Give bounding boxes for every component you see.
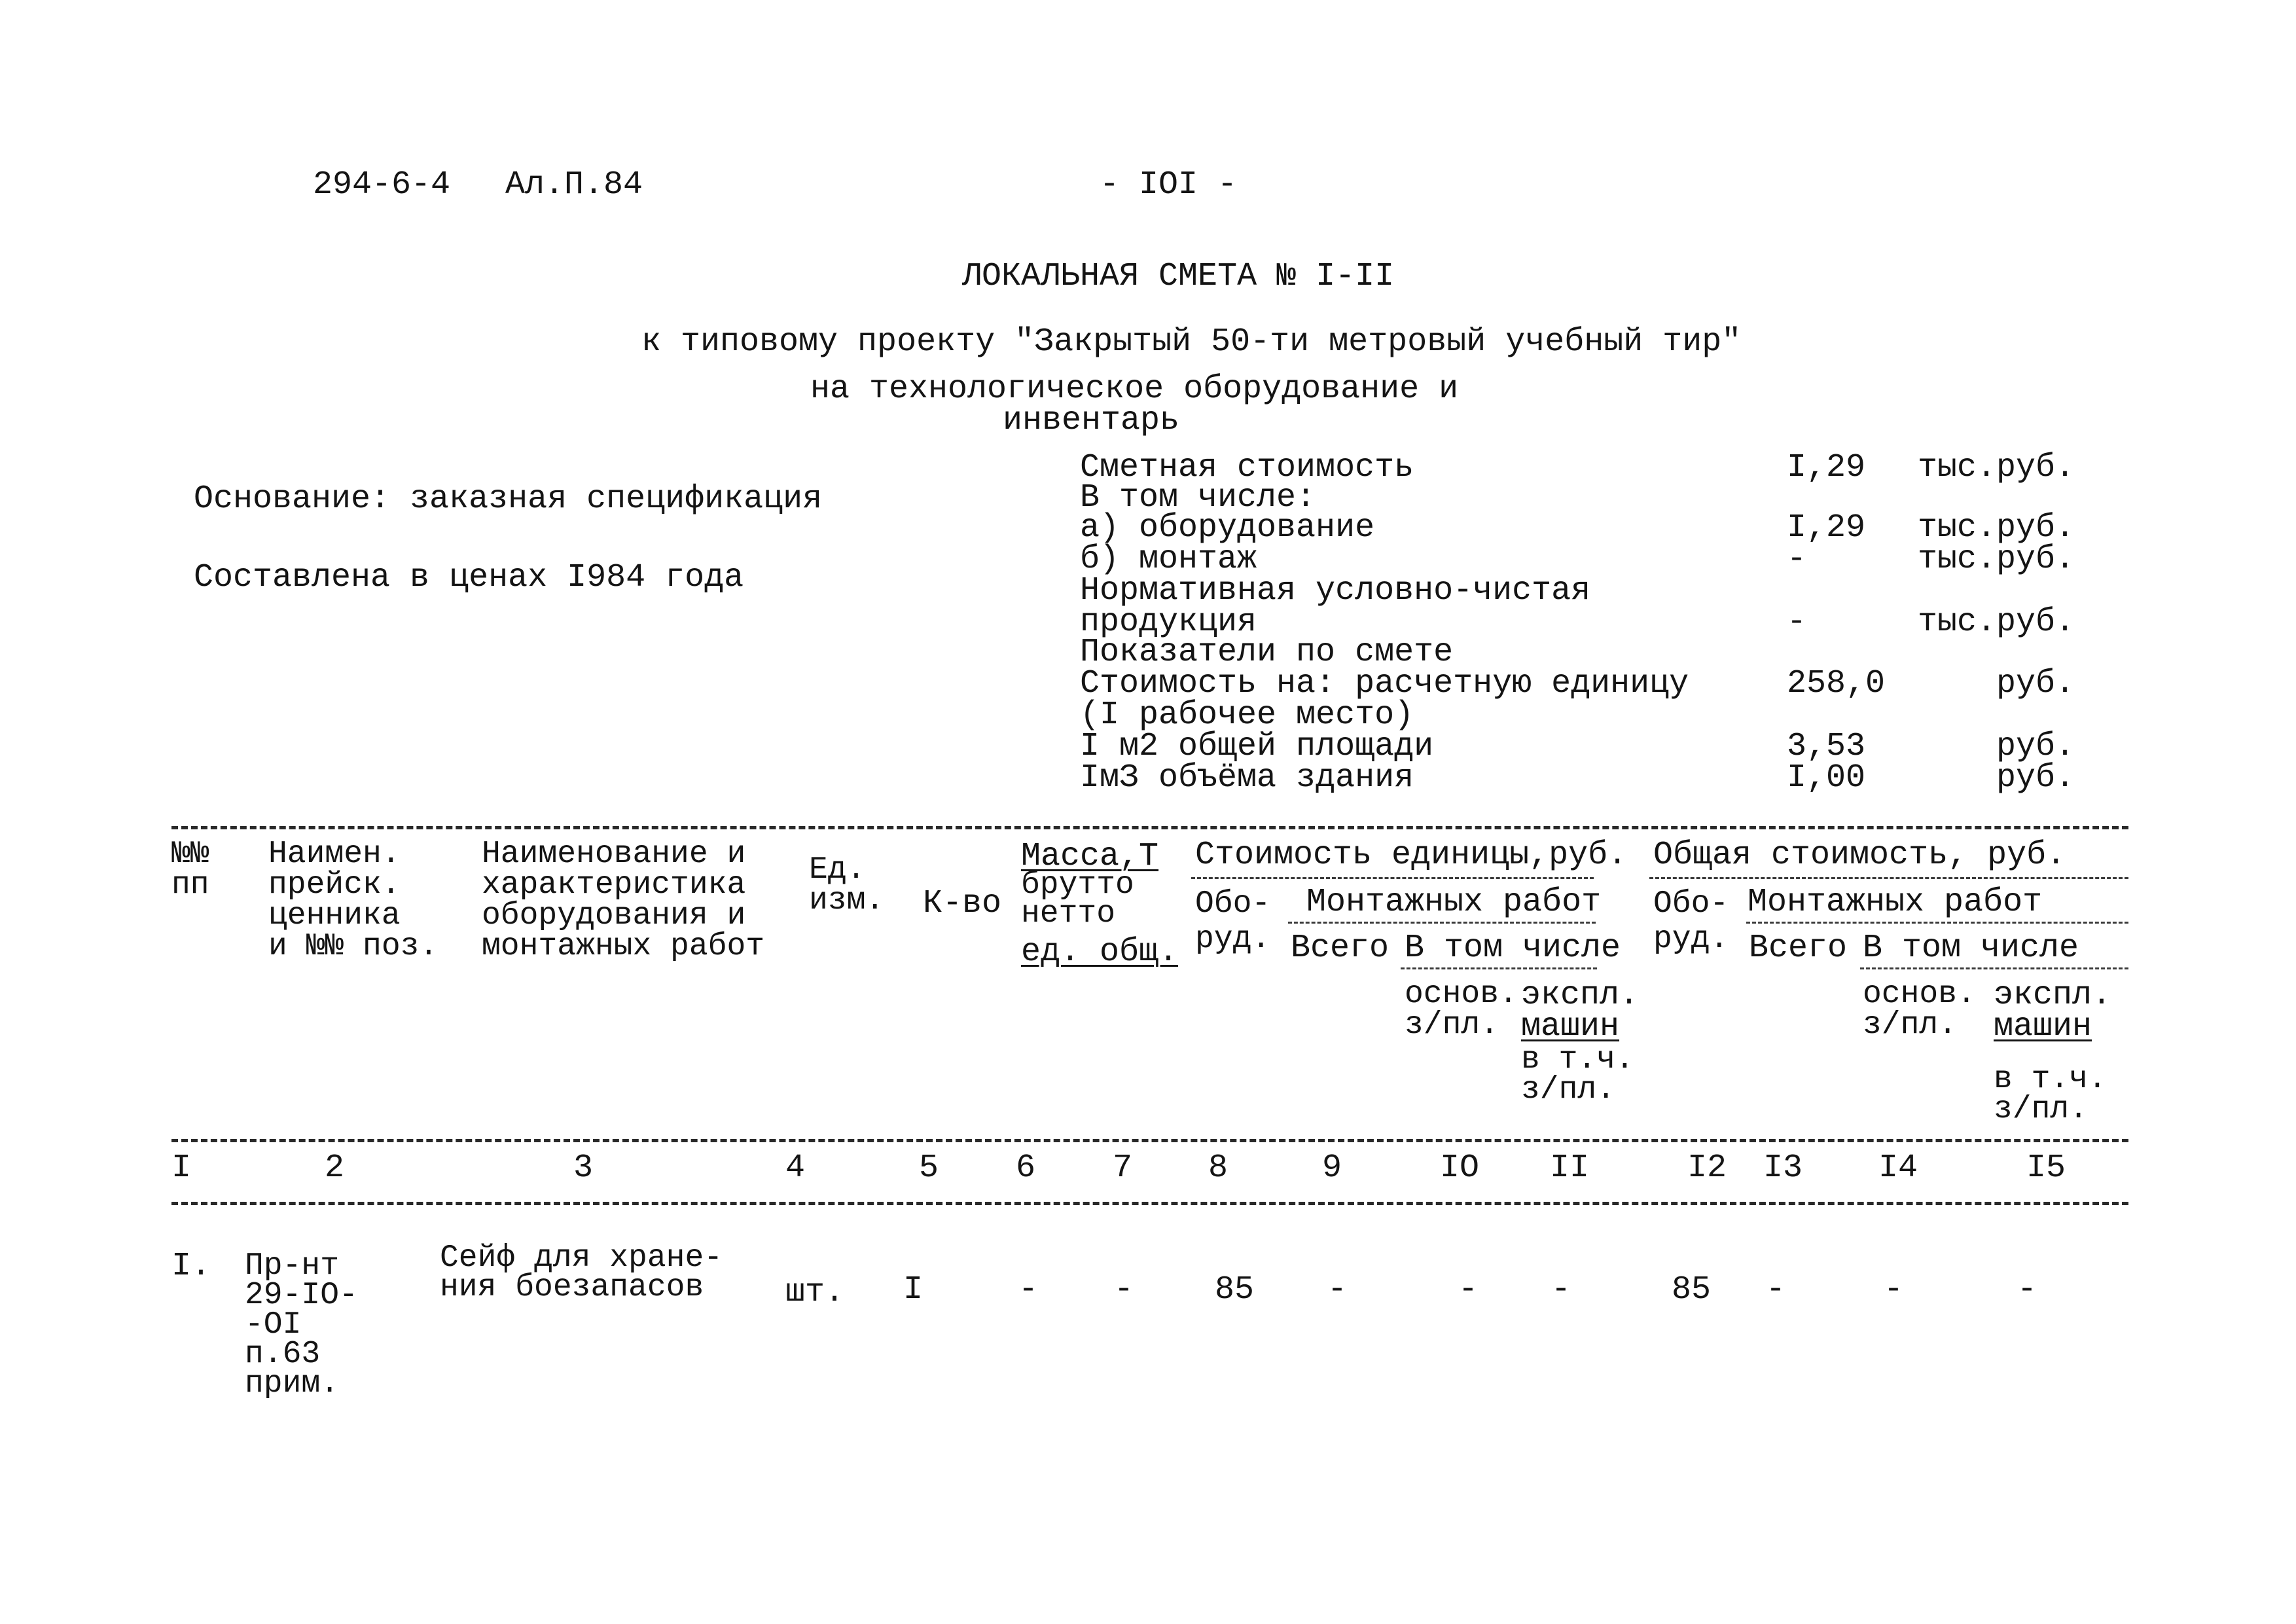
album-ref: Ал.П.84 — [505, 166, 643, 204]
install-underline-2 — [1746, 922, 2128, 924]
summary-label: Нормативная условно-чистая — [1080, 572, 1591, 609]
summary-label: продукция — [1080, 604, 1257, 641]
header-total-incl: В том числе — [1863, 929, 2079, 967]
column-number: 3 — [573, 1149, 594, 1187]
summary-value: - — [1787, 604, 1807, 641]
header-bottom-rule — [171, 1139, 2128, 1142]
header-unit-equip: Обо- руд. — [1195, 886, 1271, 957]
row-equip-unit-cost: 85 — [1215, 1271, 1255, 1308]
column-number: I4 — [1878, 1149, 1918, 1187]
page-number: - IOI - — [1100, 166, 1238, 204]
summary-unit: тыс.руб. — [1917, 449, 2075, 486]
row-equip-total: 85 — [1672, 1271, 1712, 1308]
summary-label: I м2 общей площади — [1080, 728, 1434, 765]
header-col-name: Наименование и характеристика оборудования и монтажных работ — [482, 837, 765, 964]
header-mass-units: ед. общ. — [1021, 933, 1179, 971]
header-unit-mach: экспл. — [1521, 977, 1640, 1014]
unit-cost-underline — [1191, 877, 1594, 879]
basis-foundation: Основание: заказная спецификация — [194, 480, 823, 518]
header-total-total: Всего — [1749, 929, 1848, 967]
summary-label: IмЗ объёма здания — [1080, 759, 1414, 797]
header-mass-sub: брутто нетто — [1021, 867, 1134, 931]
basis-prices: Составлена в ценах I984 года — [194, 559, 744, 596]
row-machines-total: - — [2017, 1271, 2037, 1308]
summary-label: Сметная стоимость — [1080, 449, 1414, 486]
header-total-equip: Обо- руд. — [1653, 886, 1729, 957]
row-number: I. — [171, 1248, 211, 1285]
summary-unit: тыс.руб. — [1917, 604, 2075, 641]
row-install-total: - — [1327, 1271, 1348, 1308]
header-total-mach-2: машин — [1994, 1008, 2092, 1045]
summary-label: (I рабочее место) — [1080, 696, 1414, 734]
summary-value: I,29 — [1787, 509, 1866, 547]
header-unit-mach-wage: в т.ч. з/пл. — [1521, 1042, 1634, 1108]
header-total-install: Монтажных работ — [1748, 884, 2043, 921]
install-underline-1 — [1288, 922, 1596, 924]
summary-unit: тыс.руб. — [1917, 541, 2075, 578]
column-number: 6 — [1016, 1149, 1036, 1187]
column-number: I2 — [1687, 1149, 1727, 1187]
header-mass-group: Масса,Т — [1021, 838, 1159, 875]
header-unit-basic-wage: основ. з/пл. — [1405, 977, 1518, 1043]
header-total-cost-group: Общая стоимость, руб. — [1653, 837, 2066, 874]
column-number: 4 — [785, 1149, 806, 1187]
header-unit-incl: В том числе — [1405, 929, 1621, 967]
column-number: 5 — [919, 1149, 939, 1187]
row-wage-total: - — [1884, 1271, 1904, 1308]
column-numbers-rule — [171, 1202, 2128, 1205]
row-qty: I — [903, 1271, 924, 1308]
row-install-wage: - — [1458, 1271, 1479, 1308]
summary-label: а) оборудование — [1080, 509, 1375, 547]
summary-unit: руб. — [1996, 665, 2075, 702]
summary-label: Стоимость на: расчетную единицу — [1080, 665, 1689, 702]
doc-code: 294-6-4 — [313, 166, 451, 204]
row-install-machines: - — [1551, 1271, 1571, 1308]
header-col-unit: Ед. изм. — [809, 852, 885, 918]
purpose-line-2: инвентарь — [1003, 402, 1180, 439]
table-top-rule — [171, 826, 2128, 829]
header-col-qty: К-во — [923, 885, 1002, 922]
summary-value: I,29 — [1787, 449, 1866, 486]
incl-underline-1 — [1401, 967, 1597, 969]
column-number: 9 — [1322, 1149, 1342, 1187]
header-unit-total: Всего — [1291, 929, 1390, 967]
summary-value: 3,53 — [1787, 728, 1866, 765]
incl-underline-2 — [1860, 967, 2128, 969]
header-col-num: №№ пп — [171, 837, 209, 903]
summary-value: I,00 — [1787, 759, 1866, 797]
column-number: II — [1550, 1149, 1590, 1187]
project-line: к типовому проекту "Закрытый 50-ти метровый учебный тир" — [641, 323, 1742, 361]
header-unit-cost-group: Стоимость единицы,руб. — [1195, 837, 1628, 874]
header-total-mach-wage: в т.ч. з/пл. — [1994, 1062, 2107, 1127]
column-number: I5 — [2026, 1149, 2066, 1187]
header-total-mach: экспл. — [1994, 977, 2112, 1014]
summary-unit: тыс.руб. — [1917, 509, 2075, 547]
estimate-title: ЛОКАЛЬНАЯ СМЕТА № I-II — [962, 258, 1395, 295]
row-name: Сейф для хране- ния боезапасов — [440, 1240, 723, 1305]
row-price-ref: Пр-нт 29-IO- -OI п.63 прим. — [245, 1248, 358, 1401]
column-number: 8 — [1208, 1149, 1229, 1187]
row-mass-total: - — [1114, 1271, 1134, 1308]
column-number: I — [171, 1149, 192, 1187]
header-col-price-ref: Наимен. прейск. ценника и №№ поз. — [268, 837, 439, 964]
summary-unit: руб. — [1996, 759, 2075, 797]
column-number: 7 — [1113, 1149, 1133, 1187]
header-total-basic-wage: основ. з/пл. — [1863, 977, 1976, 1043]
header-unit-mach-2: машин — [1521, 1008, 1620, 1045]
summary-label: б) монтаж — [1080, 541, 1257, 578]
summary-value: - — [1787, 541, 1807, 578]
summary-label: В том числе: — [1080, 479, 1316, 516]
row-unit: шт. — [785, 1274, 845, 1311]
row-install-total-all: - — [1766, 1271, 1786, 1308]
column-number: IO — [1440, 1149, 1480, 1187]
summary-value: 258,0 — [1787, 665, 1886, 702]
purpose-line: на технологическое оборудование и — [810, 370, 1459, 408]
column-number: 2 — [325, 1149, 345, 1187]
summary-label: Показатели по смете — [1080, 634, 1454, 671]
row-mass-unit: - — [1018, 1271, 1039, 1308]
header-unit-install: Монтажных работ — [1306, 884, 1602, 921]
column-number: I3 — [1763, 1149, 1803, 1187]
summary-unit: руб. — [1996, 728, 2075, 765]
total-cost-underline — [1649, 877, 2128, 879]
